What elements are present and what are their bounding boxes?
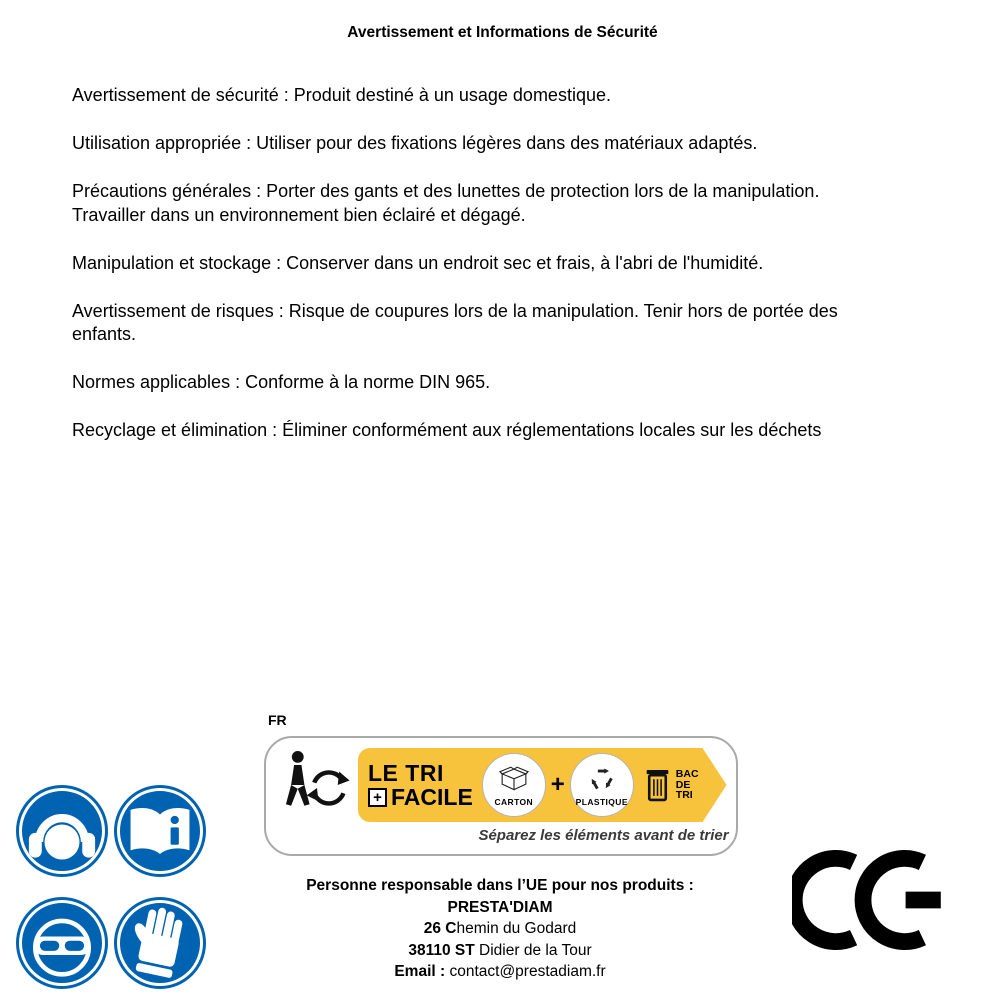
responsible-person-line: Personne responsable dans l’UE pour nos produits : (306, 877, 694, 894)
carton-material-circle (482, 753, 546, 817)
page-title: Avertissement et Informations de Sécurité (347, 24, 658, 41)
paragraph-line: Avertissement de sécurité : Produit destiné à un usage domestique. (72, 85, 611, 105)
paragraph-line: Avertissement de risques : Risque de coupures lors de la manipulation. Tenir hors de portée des (72, 300, 838, 321)
paragraph (72, 419, 936, 443)
read-manual-icon (114, 785, 206, 877)
email-line: Email : contact@prestadiam.fr (394, 963, 606, 980)
material-label: CARTON (494, 796, 534, 807)
paragraph-line: Travailler dans un environnement bien éclairé et dégagé. (72, 204, 526, 225)
plastique-material-circle (570, 753, 634, 817)
protective-gloves-glyph (114, 897, 206, 989)
ear-protection-glyph (16, 785, 108, 877)
address-line-2: 38110 ST Didier de la Tour (408, 941, 592, 959)
sorting-bin-icon (642, 764, 673, 807)
safety-text (72, 84, 936, 467)
eye-protection-icon (16, 897, 108, 989)
triman-recycling-icon (280, 746, 354, 824)
paragraph (72, 84, 936, 108)
info-tri-row (266, 738, 736, 824)
headline-le-tri: LE TRI (368, 760, 444, 786)
ear-protection-icon (16, 785, 108, 877)
paragraph (72, 132, 936, 156)
protective-gloves-icon (114, 897, 206, 989)
tri-footer-text: Séparez les éléments avant de trier (478, 827, 729, 844)
company-info (252, 875, 748, 983)
recycling-arrows-icon (584, 764, 620, 796)
ce-glyph (792, 848, 952, 952)
company-name: PRESTA'DIAM (447, 898, 553, 916)
material-label: PLASTIQUE (575, 796, 628, 807)
paragraph-line: Utilisation appropriée : Utiliser pour des fixations légères dans des matériaux adaptés. (72, 133, 758, 153)
tri-yellow-strip (358, 748, 727, 822)
triman-glyph (280, 746, 354, 824)
paragraph-line: Recyclage et élimination : Éliminer conformément aux réglementations locales sur les déchets (72, 420, 822, 440)
address-line-1: 26 Chemin du Godard (423, 920, 577, 937)
paragraph-line: Normes applicables : Conforme à la norme DIN 965. (72, 372, 491, 392)
headline-facile: FACILE (391, 784, 473, 810)
read-manual-glyph (114, 785, 206, 877)
eye-protection-glyph (16, 897, 108, 989)
arrow-tip (703, 748, 727, 822)
bac-de-tri (642, 764, 699, 807)
le-tri-facile-headline (368, 761, 473, 809)
paragraph (72, 252, 936, 276)
cardboard-box-icon (496, 764, 532, 796)
info-tri-banner (264, 736, 738, 856)
fr-country-label: FR (268, 712, 287, 728)
paragraph (72, 371, 936, 395)
paragraph (72, 180, 936, 227)
ce-marking-icon (792, 848, 952, 957)
paragraph (72, 300, 936, 347)
paragraph-line: enfants. (72, 324, 137, 344)
plus-box-icon: + (368, 788, 387, 807)
paragraph-line: Précautions générales : Porter des gants et des lunettes de protection lors de la manipulation. (72, 181, 820, 201)
paragraph-line: Manipulation et stockage : Conserver dans un endroit sec et frais, à l'abri de l'humidité. (72, 252, 764, 273)
plus-separator: + (550, 771, 565, 798)
mandatory-safety-icons (16, 785, 206, 989)
bin-label: BAC DE TRI (675, 768, 699, 802)
